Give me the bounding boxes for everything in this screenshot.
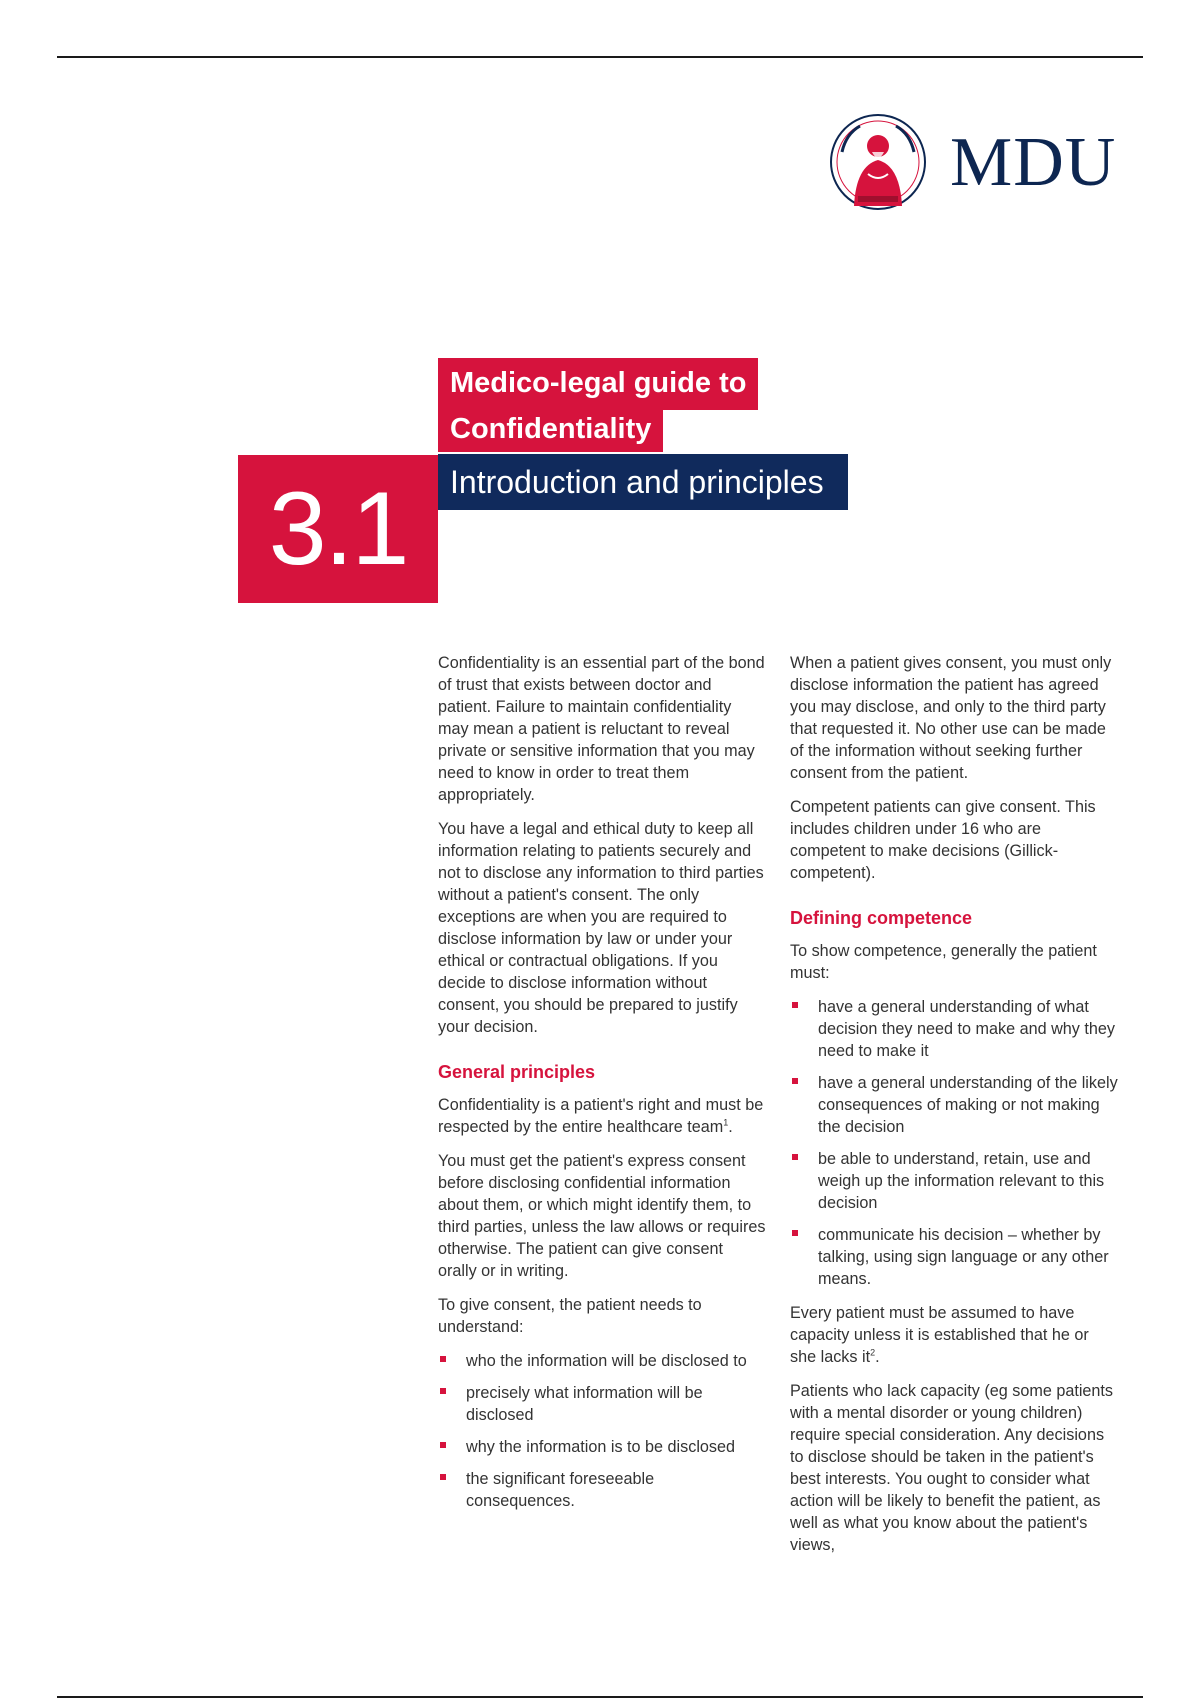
- duty-paragraph: You have a legal and ethical duty to keep all information relating to patients securely and not to disclose any information to third parties without a patient's consent. The only exceptions are when you are required to disclose information by law or under your ethical or contractual obligations. If you decide to disclose information without consent, you should be prepared to justify your decision.: [438, 820, 764, 1036]
- list-item: have a general understanding of what decision they need to make and why they need to make it: [790, 996, 1118, 1062]
- general-principles-heading: General principles: [438, 1062, 596, 1082]
- list-item: communicate his decision – whether by talking, using sign language or any other means.: [790, 1224, 1118, 1290]
- lack-capacity-paragraph: Patients who lack capacity (eg some patients with a mental disorder or young children) require special consideration. Any decisions to disclose should be taken in the patient's best interests. You ought to consider what action will be likely to benefit the patient, as well as what you know about the patient's views,: [790, 1382, 1114, 1554]
- competent-patients-paragraph: Competent patients can give consent. This includes children under 16 who are competent to make decisions (Gillick-competent).: [790, 798, 1096, 882]
- express-consent-paragraph: You must get the patient's express consent before disclosing confidential information about them, or which might identify them, to third parties, unless the law allows or requires otherwise. The patient can give consent orally or in writing.: [438, 1152, 766, 1280]
- bullet-icon: [440, 1356, 446, 1362]
- capacity-paragraph: Every patient must be assumed to have capacity unless it is established that he or she lacks $it^2$.: [790, 1304, 1089, 1366]
- footnote-ref: 1: [723, 1117, 729, 1128]
- guide-title-line2: Confidentiality: [438, 404, 663, 452]
- bullet-icon: [792, 1078, 798, 1084]
- section-number: 3.1: [238, 455, 438, 603]
- mdu-seal-icon: [828, 112, 928, 212]
- consent-understand-paragraph: To give consent, the patient needs to understand:: [438, 1296, 702, 1336]
- list-item: why the information is to be disclosed: [438, 1436, 766, 1458]
- footnote-ref: 2: [870, 1347, 876, 1358]
- mdu-wordmark: MDU: [950, 124, 1117, 201]
- list-item: have a general understanding of the likely consequences of making or not making the decision: [790, 1072, 1118, 1138]
- left-column: [438, 652, 766, 1524]
- section-subtitle: Introduction and principles: [438, 454, 848, 510]
- competence-intro-paragraph: To show competence, generally the patient must:: [790, 942, 1097, 982]
- mdu-logo: [828, 112, 1118, 216]
- top-rule: [57, 56, 1143, 58]
- right-column: [790, 652, 1118, 1568]
- bottom-rule: [57, 1696, 1143, 1698]
- guide-title-line1: Medico-legal guide to: [438, 358, 758, 410]
- consent-list: [438, 1350, 766, 1512]
- rights-paragraph: Confidentiality is a patient's right and must be respected by the entire healthcare team$^1$.: [438, 1096, 764, 1136]
- competence-list: [790, 996, 1118, 1290]
- bullet-icon: [792, 1230, 798, 1236]
- bullet-icon: [440, 1442, 446, 1448]
- bullet-icon: [440, 1474, 446, 1480]
- bullet-icon: [792, 1154, 798, 1160]
- list-item: be able to understand, retain, use and weigh up the information relevant to this decision: [790, 1148, 1118, 1214]
- consent-scope-paragraph: When a patient gives consent, you must only disclose information the patient has agreed you may disclose, and only to the third party that requested it. No other use can be made of the information without seeking further consent from the patient.: [790, 654, 1112, 782]
- bullet-icon: [440, 1388, 446, 1394]
- list-item: precisely what information will be disclosed: [438, 1382, 766, 1426]
- bullet-icon: [792, 1002, 798, 1008]
- defining-competence-heading: Defining competence: [790, 908, 973, 928]
- list-item: who the information will be disclosed to: [438, 1350, 766, 1372]
- list-item: the significant foreseeable consequences.: [438, 1468, 766, 1512]
- intro-paragraph: Confidentiality is an essential part of the bond of trust that exists between doctor and patient. Failure to maintain confidentiality may mean a patient is reluctant to reveal private or sensitive information that you may need to know in order to treat them appropriately.: [438, 654, 765, 804]
